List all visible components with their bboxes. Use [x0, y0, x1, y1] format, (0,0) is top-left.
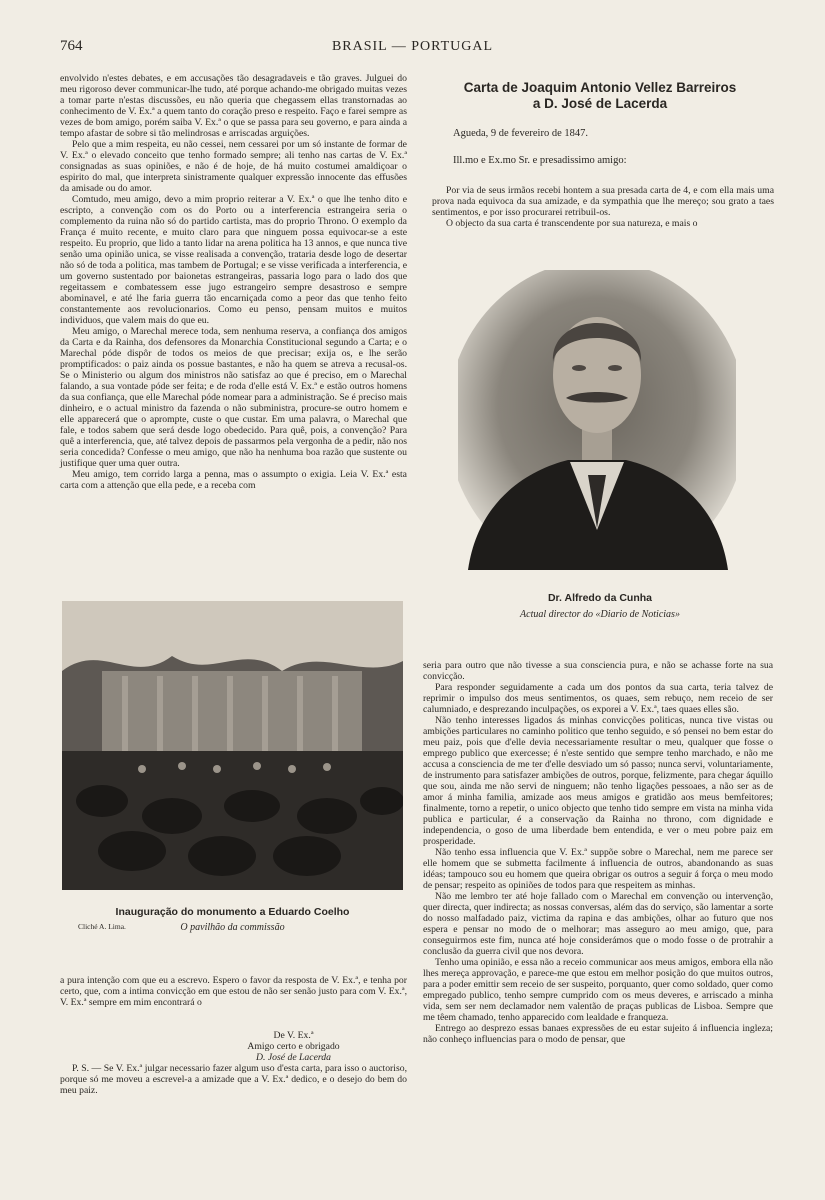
signature-line: D. José de Lacerda: [256, 1052, 331, 1063]
left-column-continuation: [60, 975, 407, 1096]
paragraph: Entrego ao desprezo essas banaes expressões de eu estar sujeito á influencia ingleza; não conheço influencias para o modo de pensar, que: [423, 1023, 773, 1045]
monument-photo: [62, 601, 403, 890]
page-number: 764: [60, 38, 83, 54]
paragraph: Não me lembro ter até hoje fallado com o Marechal em convenção ou intervenção, quer directa, quer indirecta; as nossas conversas, além das do serviço, são lamentar a sorte do nosso malfadado paiz, victima da rapina e das ambições, olhar ao futuro que nos espera e pensar no modo de o melhorar; mas asseguro ao meu amigo, que, para conseguirmos este fim, nunca até hoje considerámos que o modo fosse o de protrahir a conclusão da guerra civil que nos devora.: [423, 891, 773, 957]
signature-line: Amigo certo e obrigado: [247, 1041, 340, 1052]
postscript: P. S. — Se V. Ex.ª julgar necessario fazer algum uso d'esta carta, para isso o auctoriso, porque só me moveu a escrevel-a a amizade que a V. Ex.ª dedico, e o desejo do bem do meu paiz.: [60, 1063, 407, 1096]
paragraph: Meu amigo, o Marechal merece toda, sem nenhuma reserva, a confiança dos amigos da Carta e da Rainha, dos defensores da Monarchia Constitucional segundo a Carta; e o Marechal póde dispôr de todos os meios de que precisar; exija os, e lhe serão promptificados: o paiz ainda os possue bastantes, e não ha quem se atreva a recusal-os. Se o Ministerio ou algum dos ministros não satisfaz ao que é preciso, em o Marechal falando, a sua vontade póde ser feita; e de roda d'elle está V. Ex.ª e estão outros homens da sua confiança, que elle Marechal póde nomear para a administração. Se é preciso mais dinheiro, e o actual ministro da fazenda o não subministra, procure-se outro homem e elle apparecerá que o apromptе, custe o que custar. Em uma palavra, o Marechal que fale, e todos sabem que será desde logo obedecido. Para quê, pois, a convenção? Para quê a interferencia, que, até talvez depois de passarmos pela vergonha de a pedir, não nos seria concedida? Confesse o meu amigo, que não ha nenhuma boa razão que sustente ou justifique quer uma quer outra.: [60, 326, 407, 469]
signature-line: De V. Ex.ª: [273, 1030, 314, 1041]
photo-credit: Cliché A. Lima.: [78, 922, 126, 931]
paragraph: Meu amigo, tem corrido larga a penna, mas o assumpto o exigia. Leia V. Ex.ª esta carta com a attenção que ella pede, e a receba com: [60, 469, 407, 491]
paragraph: Comtudo, meu amigo, devo a mim proprio reiterar a V. Ex.ª o que lhe tenho dito e escripto, a convenção com os do Porto ou a interferencia estrangeira seria o complemento da ruina não só do partido cartista, mas do proprio Throno. O exemplo da França é muito recente, e muito claro para que ninguem possa equivocar-se a este respeito. Eu proprio, que lido a tanto lidar na arena politica ha 13 annos, e que nunca tive senão uma opinião unica, se visse realisada a convenção, trataria desde logo de desertar não só de toda a politica, mas tambem de Portugal; e se visse verificada a interferencia, e um governo sustentado por baionetas estrangeiras, passaria logo para o lado dos que regeitassem e combatessem esse jugo estrangeiro sempre desastroso e sempre abominavel, e até lhe faria guerra tão encarniçada como a peor das que tenho feito constantemente aos revolucionarios. Como eu penso, pensam muitos e muitos individuos, que valem mais do que eu.: [60, 194, 407, 326]
paragraph: Não tenho essa influencia que V. Ex.ª suppõe sobre o Marechal, nem me parece ser elle homem que se submetta facilmente á influencia de outros, abandonando as suas idéas; tampouco sou eu homem que queira obrigar os outros a seguir á força o meu modo de pensar; respeito as opiniões de todos para que respeitem as minhas.: [423, 847, 773, 891]
right-column-text: [423, 660, 773, 1045]
letter-heading-line: a D. José de Lacerda: [532, 96, 668, 111]
paragraph: a pura intenção com que eu a escrevo. Espero o favor da resposta de V. Ex.ª, e tenha por certo, que, com a intima convicção em que estou de não ser senão justo para com V. Ex.ª, V. Ex.ª sempre em mim encontrará o: [60, 975, 407, 1008]
portrait-photo: [458, 270, 736, 570]
paragraph: Tenho uma opinião, e essa não a receio communicar aos meus amigos, embora ella não lhes mereça approvação, e parece-me que estou em melhor posição do que muitos outros, para a poder emittir sem receio de ser suspeito, porquanto, quer como soldado, quer como empregado publico, tenho sempre cumprido com os meus deveres, e arriscado a minha vida, sem ser nem declamador nem valentão de praças publicas de Lisboa. Sempre que me têem chamado, tenho apparecido com lealdade e franqueza.: [423, 957, 773, 1023]
letter-heading: [440, 80, 760, 112]
letter-date: Agueda, 9 de fevereiro de 1847.: [453, 128, 588, 139]
paragraph: Por via de seus irmãos recebi hontem a sua presada carta de 4, e com ella mais uma prova nada equivoca da sua amizade, e da sympathia que lhe mereço; sou grato a taes sentimentos, e por isso procurarei retribuil-os.: [432, 185, 774, 218]
paragraph: envolvido n'estes debates, e em accusações tão desagradaveis e tão graves. Julguei do meu rigoroso dever communicar-lhe tudo, até porque achando-me obrigado muitas vezes a tomar parte n'estas discussões, eu não queria que chegassem ellas transtornadas ao conhecimento de V. Ex.ª a quem tanto do coração preso e respeito. Faço e farei sempre as vezes de bom amigo, porém saiba V. Ex.ª o que se passa para seu governo, e para ainda a tempo afastar de sobre si tão melindrosas e arriscadas arguições.: [60, 73, 407, 139]
portrait-caption-name: Dr. Alfredo da Cunha: [547, 592, 653, 604]
page-header: [0, 38, 825, 58]
letter-heading-line: Carta de Joaquim Antonio Vellez Barreiros: [463, 80, 737, 95]
photo-caption-subtitle: O pavilhão da commissão: [180, 922, 285, 933]
paragraph: O objecto da sua carta é transcendente por sua natureza, e mais o: [446, 218, 698, 229]
running-title: BRASIL — PORTUGAL: [331, 39, 494, 54]
paragraph: seria para outro que não tivesse a sua consciencia pura, e não se achasse forte na sua convicção.: [423, 660, 773, 682]
signature-block: [60, 1030, 407, 1063]
paragraph: Para responder seguidamente a cada um dos pontos da sua carta, teria talvez de reprimir o impulso dos meus sentimentos, os quaes, sem rebuço, nem receio de ser calumniado, e desprezando inculpações, os exporei a V. Ex.ª, taes quaes elles são.: [423, 682, 773, 715]
portrait-caption-role: Actual director do «Diario de Noticias»: [520, 609, 680, 620]
paragraph: Não tenho interesses ligados ás minhas convicções politicas, nunca tive vistas ou ambições particulares no caminho politico que tenho seguido, e só pensei no bem estar do meu paiz, pois que d'elle devia necessariamente resultar o meu, qualquer que fosse o emprego publico que exercesse; é n'este sentido que sempre tenho marchado, e não me accusa a consciencia de me ter d'elle desviado um só passo; nunca servi, voluntariamente, de instrumento para satisfazer ambições de outros, porque, felizmente, para chegar áquillo que sou, ainda me não servi de ninguem; não tenho ligações pessoaes, a não ser as de amor á minha familia, amizade aos meus amigos e gratidão aos meus bemfeitores; finalmente, torno a repetir, o unico objecto que tenho tido sempre em vista na minha vida publica e particular, é a conservação da Rainha no throno, com dignidade e independencia, o goso de uma liberdade bem entendida, e ver o meu pobre paiz em prosperidade.: [423, 715, 773, 847]
left-column-text: [60, 73, 407, 491]
letter-opening: [432, 185, 774, 229]
paragraph: Pelo que a mim respeita, eu não cessei, nem cessarei por um só instante de formar de V. Ex.ª o elevado conceito que tenho formado sempre; ali tenho nas cartas de V. Ex.ª consignadas as suas opiniões, e não é de hoje, de há muito costumei amaldiçoar o espirito do mal, que interpreta sinistramente qualquer expressão innocente das effusões da amisade ou do amor.: [60, 139, 407, 194]
photo-caption-title: Inauguração do monumento a Eduardo Coelho: [115, 906, 350, 918]
letter-salutation: Ill.mo e Ex.mo Sr. e presadissimo amigo:: [453, 155, 627, 166]
